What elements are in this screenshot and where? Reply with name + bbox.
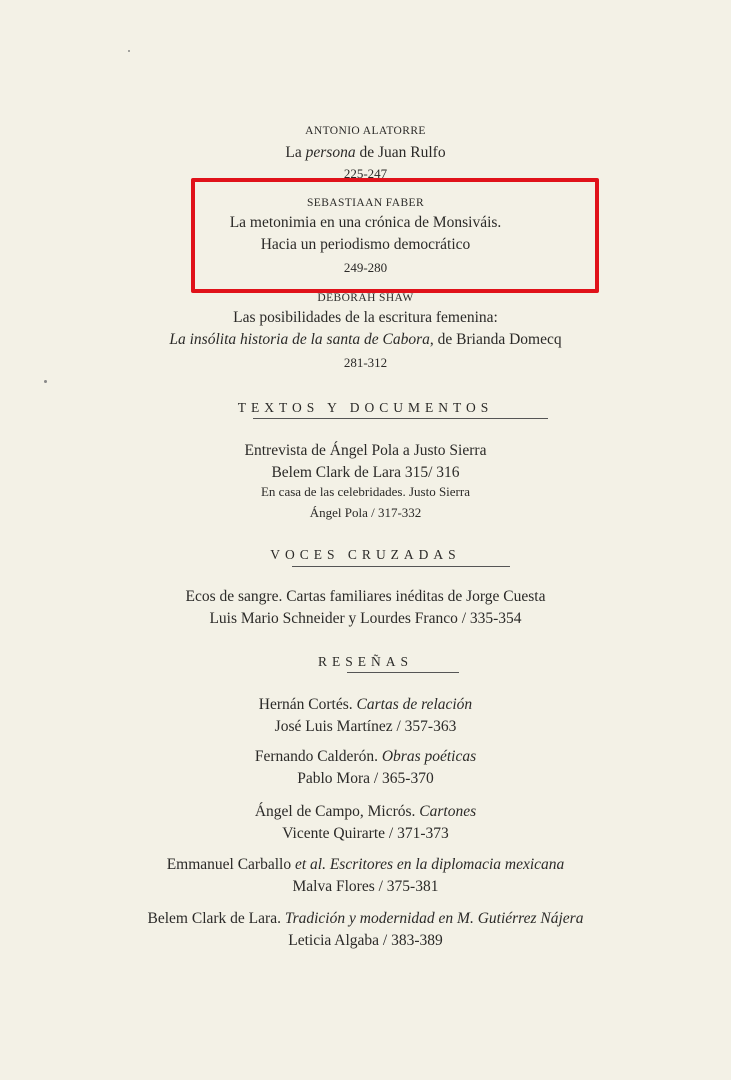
document-line: Luis Mario Schneider y Lourdes Franco / 335-354	[209, 610, 522, 627]
section-heading: RESEÑAS	[317, 654, 413, 669]
section-rule	[347, 672, 459, 673]
document-line: Entrevista de Ángel Pola a Justo Sierra	[244, 442, 487, 459]
section-heading: TEXTOS Y DOCUMENTOS	[237, 400, 494, 415]
entry-pages: 249-280	[343, 260, 388, 275]
section-rule	[292, 566, 510, 567]
red-highlight-box	[191, 178, 599, 293]
review-reviewer: José Luis Martínez / 357-363	[274, 718, 457, 735]
entry-title-line: Hacia un periodismo democrático	[260, 236, 471, 253]
entry-title: La persona de Juan Rulfo	[285, 144, 446, 161]
entry-pages: 281-312	[343, 355, 388, 370]
review-reviewer: Malva Flores / 375-381	[292, 878, 439, 895]
section-rule	[253, 418, 548, 419]
review-title: Ángel de Campo, Micrós. Cartones	[254, 803, 477, 820]
entry-author: ANTONIO ALATORRE	[305, 125, 426, 137]
document-line: Belem Clark de Lara 315/ 316	[271, 464, 460, 481]
document-line: Ecos de sangre. Cartas familiares inéditas de Jorge Cuesta	[185, 588, 546, 605]
review-title: Hernán Cortés. Cartas de relación	[258, 696, 473, 713]
review-title: Belem Clark de Lara. Tradición y modernidad en M. Gutiérrez Nájera	[147, 910, 584, 927]
entry-author: DEBORAH SHAW	[317, 292, 414, 304]
section-heading: VOCES CRUZADAS	[270, 547, 461, 562]
paper-speck	[128, 50, 130, 52]
review-title: Fernando Calderón. Obras poéticas	[254, 748, 477, 765]
document-line: En casa de las celebridades. Justo Sierra	[260, 484, 470, 499]
review-reviewer: Leticia Algaba / 383-389	[288, 932, 443, 949]
entry-title-line: La metonimia en una crónica de Monsiváis.	[229, 214, 502, 231]
entry-title-line: La insólita historia de la santa de Cabora, de Brianda Domecq	[169, 331, 562, 348]
document-line: Ángel Pola / 317-332	[309, 505, 422, 520]
entry-title-line: Las posibilidades de la escritura femenina:	[233, 309, 498, 326]
paper-speck	[44, 380, 47, 383]
entry-author: SEBASTIAAN FABER	[306, 197, 425, 209]
review-reviewer: Pablo Mora / 365-370	[297, 770, 434, 787]
review-title: Emmanuel Carballo et al. Escritores en la diplomacia mexicana	[166, 856, 565, 873]
entry-pages: 225-247	[343, 166, 388, 181]
review-reviewer: Vicente Quirarte / 371-373	[282, 825, 449, 842]
